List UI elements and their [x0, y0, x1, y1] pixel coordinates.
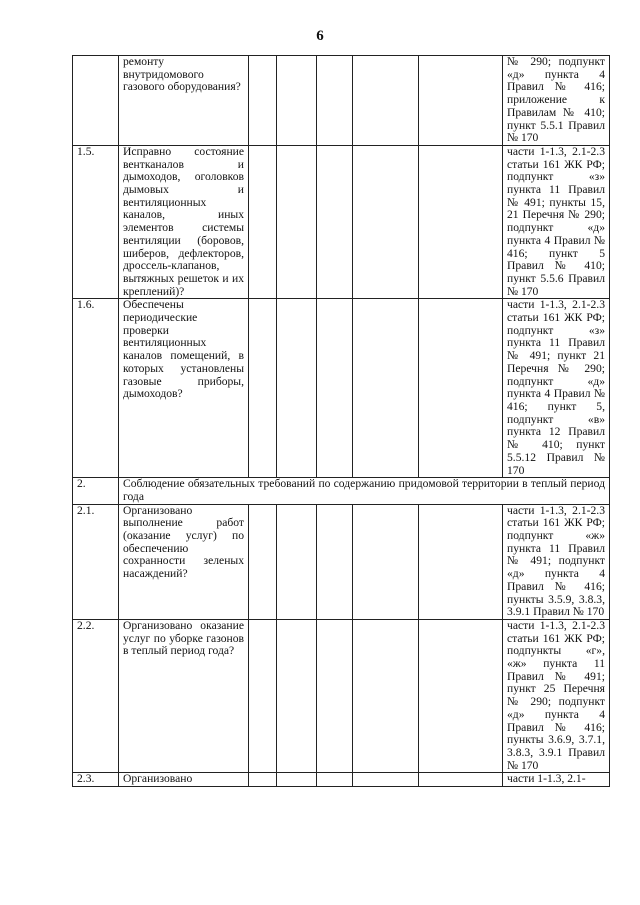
question-text: Организовано оказание услуг по уборке газонов в теплый период года?	[119, 619, 249, 772]
table-row	[73, 145, 610, 298]
answer-yes-cell	[249, 56, 277, 146]
answer-na-cell	[317, 299, 353, 478]
answer-na-cell	[317, 504, 353, 619]
comment-cell	[419, 299, 503, 478]
legal-reference: № 290; подпункт «д» пункта 4 Правил № 416; приложение к Правилам № 410; пункт 5.5.1 Правил № 170	[503, 56, 610, 146]
comment-cell	[419, 619, 503, 772]
comment-cell	[419, 504, 503, 619]
note-cell	[353, 773, 419, 787]
note-cell	[353, 504, 419, 619]
item-number: 2.3.	[73, 773, 119, 787]
answer-yes-cell	[249, 145, 277, 298]
answer-yes-cell	[249, 504, 277, 619]
legal-reference: части 1-1.3, 2.1-2.3 статьи 161 ЖК РФ; подпункт «ж» пункта 11 Правил № 491; подпункт «д» пункта 4 Правил № 416; пункты 3.5.9, 3.8.3, 3.9.1 Правил № 170	[503, 504, 610, 619]
answer-no-cell	[277, 619, 317, 772]
checklist-table	[72, 55, 610, 787]
answer-no-cell	[277, 56, 317, 146]
legal-reference: части 1-1.3, 2.1-2.3 статьи 161 ЖК РФ; подпункт «з» пункта 11 Правил № 491; пункт 21 Перечня № 290; подпункт «д» пункта 4 Правил № 416; пункт 5, подпункт «в» пункта 12 Правил № 410; пункт 5.5.12 Правил № 170	[503, 299, 610, 478]
section-title: Соблюдение обязательных требований по содержанию придомовой территории в теплый период года	[119, 478, 610, 504]
page-number: 6	[316, 28, 324, 44]
answer-no-cell	[277, 145, 317, 298]
table-row	[73, 773, 610, 787]
comment-cell	[419, 145, 503, 298]
note-cell	[353, 619, 419, 772]
question-text: Исправно состояние вентканалов и дымоходов, оголовков дымовых и вентиляционных каналов, иных элементов системы вентиляции (боровов, шиберов, дефлекторов, дроссель-клапанов, вытяжных решеток и их креплений)?	[119, 145, 249, 298]
item-number: 2.	[73, 478, 119, 504]
item-number: 1.6.	[73, 299, 119, 478]
answer-na-cell	[317, 773, 353, 787]
table-row	[73, 619, 610, 772]
comment-cell	[419, 773, 503, 787]
item-number: 1.5.	[73, 145, 119, 298]
table-row	[73, 56, 610, 146]
legal-reference: части 1-1.3, 2.1-	[503, 773, 610, 787]
question-text: Организовано	[119, 773, 249, 787]
note-cell	[353, 56, 419, 146]
item-number	[73, 56, 119, 146]
answer-yes-cell	[249, 773, 277, 787]
answer-na-cell	[317, 56, 353, 146]
comment-cell	[419, 56, 503, 146]
answer-na-cell	[317, 619, 353, 772]
question-text: Обеспечены периодические проверки вентиляционных каналов помещений, в которых установлены газовые приборы, дымоходов?	[119, 299, 249, 478]
table-row	[73, 504, 610, 619]
section-row	[73, 478, 610, 504]
answer-no-cell	[277, 773, 317, 787]
item-number: 2.1.	[73, 504, 119, 619]
answer-yes-cell	[249, 619, 277, 772]
question-text: Организовано выполнение работ (оказание услуг) по обеспечению сохранности зеленых насаждений?	[119, 504, 249, 619]
table-row	[73, 299, 610, 478]
answer-yes-cell	[249, 299, 277, 478]
question-text: ремонту внутридомового газового оборудования?	[119, 56, 249, 146]
answer-no-cell	[277, 504, 317, 619]
legal-reference: части 1-1.3, 2.1-2.3 статьи 161 ЖК РФ; подпункт «з» пункта 11 Правил № 491; пункты 15, 21 Перечня № 290; подпункт «д» пункта 4 Правил № 416; пункт 5 Правил № 410; пункт 5.5.6 Правил № 170	[503, 145, 610, 298]
item-number: 2.2.	[73, 619, 119, 772]
note-cell	[353, 299, 419, 478]
legal-reference: части 1-1.3, 2.1-2.3 статьи 161 ЖК РФ; подпункты «г», «ж» пункта 11 Правил № 491; пункт 25 Перечня № 290; подпункт «д» пункта 4 Правил № 416; пункты 3.6.9, 3.7.1, 3.8.3, 3.9.1 Правил № 170	[503, 619, 610, 772]
note-cell	[353, 145, 419, 298]
answer-na-cell	[317, 145, 353, 298]
answer-no-cell	[277, 299, 317, 478]
